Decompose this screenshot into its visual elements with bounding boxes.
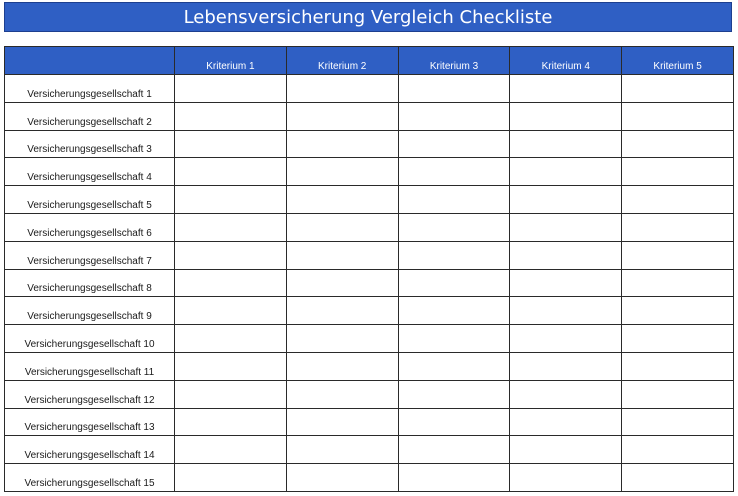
- table-cell[interactable]: [398, 297, 510, 325]
- table-cell[interactable]: [175, 158, 287, 186]
- row-label: Versicherungsgesellschaft 12: [5, 380, 175, 408]
- table-row: [5, 213, 734, 241]
- table-cell[interactable]: [398, 436, 510, 464]
- table-cell[interactable]: [622, 352, 734, 380]
- table-cell[interactable]: [510, 213, 622, 241]
- table-cell[interactable]: [510, 75, 622, 103]
- row-label: Versicherungsgesellschaft 9: [5, 297, 175, 325]
- table-row: [5, 464, 734, 492]
- table-row: [5, 436, 734, 464]
- column-header: Kriterium 3: [398, 47, 510, 75]
- row-label: Versicherungsgesellschaft 6: [5, 213, 175, 241]
- table-cell[interactable]: [622, 408, 734, 436]
- table-cell[interactable]: [175, 102, 287, 130]
- table-cell[interactable]: [398, 325, 510, 353]
- table-cell[interactable]: [175, 352, 287, 380]
- table-cell[interactable]: [510, 464, 622, 492]
- table-cell[interactable]: [510, 380, 622, 408]
- table-cell[interactable]: [175, 75, 287, 103]
- table-row: [5, 158, 734, 186]
- table-cell[interactable]: [510, 325, 622, 353]
- table-cell[interactable]: [398, 380, 510, 408]
- table-cell[interactable]: [510, 186, 622, 214]
- table-row: [5, 241, 734, 269]
- table-cell[interactable]: [286, 297, 398, 325]
- table-cell[interactable]: [398, 158, 510, 186]
- table-row: [5, 352, 734, 380]
- corner-cell: [5, 47, 175, 75]
- table-cell[interactable]: [175, 325, 287, 353]
- table-cell[interactable]: [398, 408, 510, 436]
- row-label: Versicherungsgesellschaft 7: [5, 241, 175, 269]
- table-cell[interactable]: [398, 352, 510, 380]
- comparison-table: [4, 46, 734, 492]
- table-cell[interactable]: [622, 130, 734, 158]
- table-cell[interactable]: [175, 408, 287, 436]
- table-cell[interactable]: [622, 186, 734, 214]
- table-cell[interactable]: [286, 352, 398, 380]
- table-cell[interactable]: [175, 241, 287, 269]
- table-row: [5, 269, 734, 297]
- table-cell[interactable]: [286, 380, 398, 408]
- table-cell[interactable]: [510, 269, 622, 297]
- table-cell[interactable]: [175, 464, 287, 492]
- table-cell[interactable]: [286, 102, 398, 130]
- table-cell[interactable]: [398, 241, 510, 269]
- table-cell[interactable]: [286, 436, 398, 464]
- table-cell[interactable]: [175, 186, 287, 214]
- table-cell[interactable]: [286, 464, 398, 492]
- table-cell[interactable]: [510, 408, 622, 436]
- table-cell[interactable]: [175, 436, 287, 464]
- table-cell[interactable]: [175, 297, 287, 325]
- table-cell[interactable]: [175, 130, 287, 158]
- row-label: Versicherungsgesellschaft 10: [5, 325, 175, 353]
- table-row: [5, 297, 734, 325]
- table-row: [5, 186, 734, 214]
- column-header: Kriterium 4: [510, 47, 622, 75]
- row-label: Versicherungsgesellschaft 13: [5, 408, 175, 436]
- table-cell[interactable]: [510, 158, 622, 186]
- table-cell[interactable]: [622, 102, 734, 130]
- table-cell[interactable]: [622, 297, 734, 325]
- table-row: [5, 408, 734, 436]
- table-cell[interactable]: [510, 102, 622, 130]
- table-cell[interactable]: [398, 75, 510, 103]
- table-cell[interactable]: [398, 269, 510, 297]
- table-row: [5, 75, 734, 103]
- table-cell[interactable]: [398, 213, 510, 241]
- table-cell[interactable]: [510, 297, 622, 325]
- column-header: Kriterium 5: [622, 47, 734, 75]
- row-label: Versicherungsgesellschaft 2: [5, 102, 175, 130]
- table-cell[interactable]: [510, 436, 622, 464]
- table-row: [5, 130, 734, 158]
- table-cell[interactable]: [175, 380, 287, 408]
- table-cell[interactable]: [622, 325, 734, 353]
- table-cell[interactable]: [622, 75, 734, 103]
- title-banner: [4, 2, 732, 32]
- table-cell[interactable]: [175, 269, 287, 297]
- table-cell[interactable]: [398, 130, 510, 158]
- table-cell[interactable]: [622, 158, 734, 186]
- table-cell[interactable]: [398, 186, 510, 214]
- table-cell[interactable]: [286, 130, 398, 158]
- table-row: [5, 380, 734, 408]
- row-label: Versicherungsgesellschaft 15: [5, 464, 175, 492]
- table-cell[interactable]: [510, 130, 622, 158]
- table-cell[interactable]: [622, 241, 734, 269]
- table-row: [5, 102, 734, 130]
- row-label: Versicherungsgesellschaft 4: [5, 158, 175, 186]
- table-cell[interactable]: [286, 213, 398, 241]
- row-label: Versicherungsgesellschaft 5: [5, 186, 175, 214]
- table-cell[interactable]: [398, 102, 510, 130]
- table-cell[interactable]: [175, 213, 287, 241]
- table-cell[interactable]: [286, 325, 398, 353]
- column-header: Kriterium 2: [286, 47, 398, 75]
- table-cell[interactable]: [286, 269, 398, 297]
- header-row: [5, 47, 734, 75]
- table-cell[interactable]: [622, 436, 734, 464]
- page-title: Lebensversicherung Vergleich Checkliste: [183, 6, 553, 28]
- table-cell[interactable]: [286, 75, 398, 103]
- table-cell[interactable]: [286, 158, 398, 186]
- table-cell[interactable]: [286, 408, 398, 436]
- table-cell[interactable]: [398, 464, 510, 492]
- table-cell[interactable]: [622, 213, 734, 241]
- row-label: Versicherungsgesellschaft 8: [5, 269, 175, 297]
- row-label: Versicherungsgesellschaft 1: [5, 75, 175, 103]
- table-cell[interactable]: [622, 464, 734, 492]
- row-label: Versicherungsgesellschaft 11: [5, 352, 175, 380]
- table-row: [5, 325, 734, 353]
- row-label: Versicherungsgesellschaft 3: [5, 130, 175, 158]
- table-cell[interactable]: [510, 241, 622, 269]
- row-label: Versicherungsgesellschaft 14: [5, 436, 175, 464]
- table-cell[interactable]: [510, 352, 622, 380]
- column-header: Kriterium 1: [175, 47, 287, 75]
- table-cell[interactable]: [286, 241, 398, 269]
- table-cell[interactable]: [286, 186, 398, 214]
- table-cell[interactable]: [622, 269, 734, 297]
- table-cell[interactable]: [622, 380, 734, 408]
